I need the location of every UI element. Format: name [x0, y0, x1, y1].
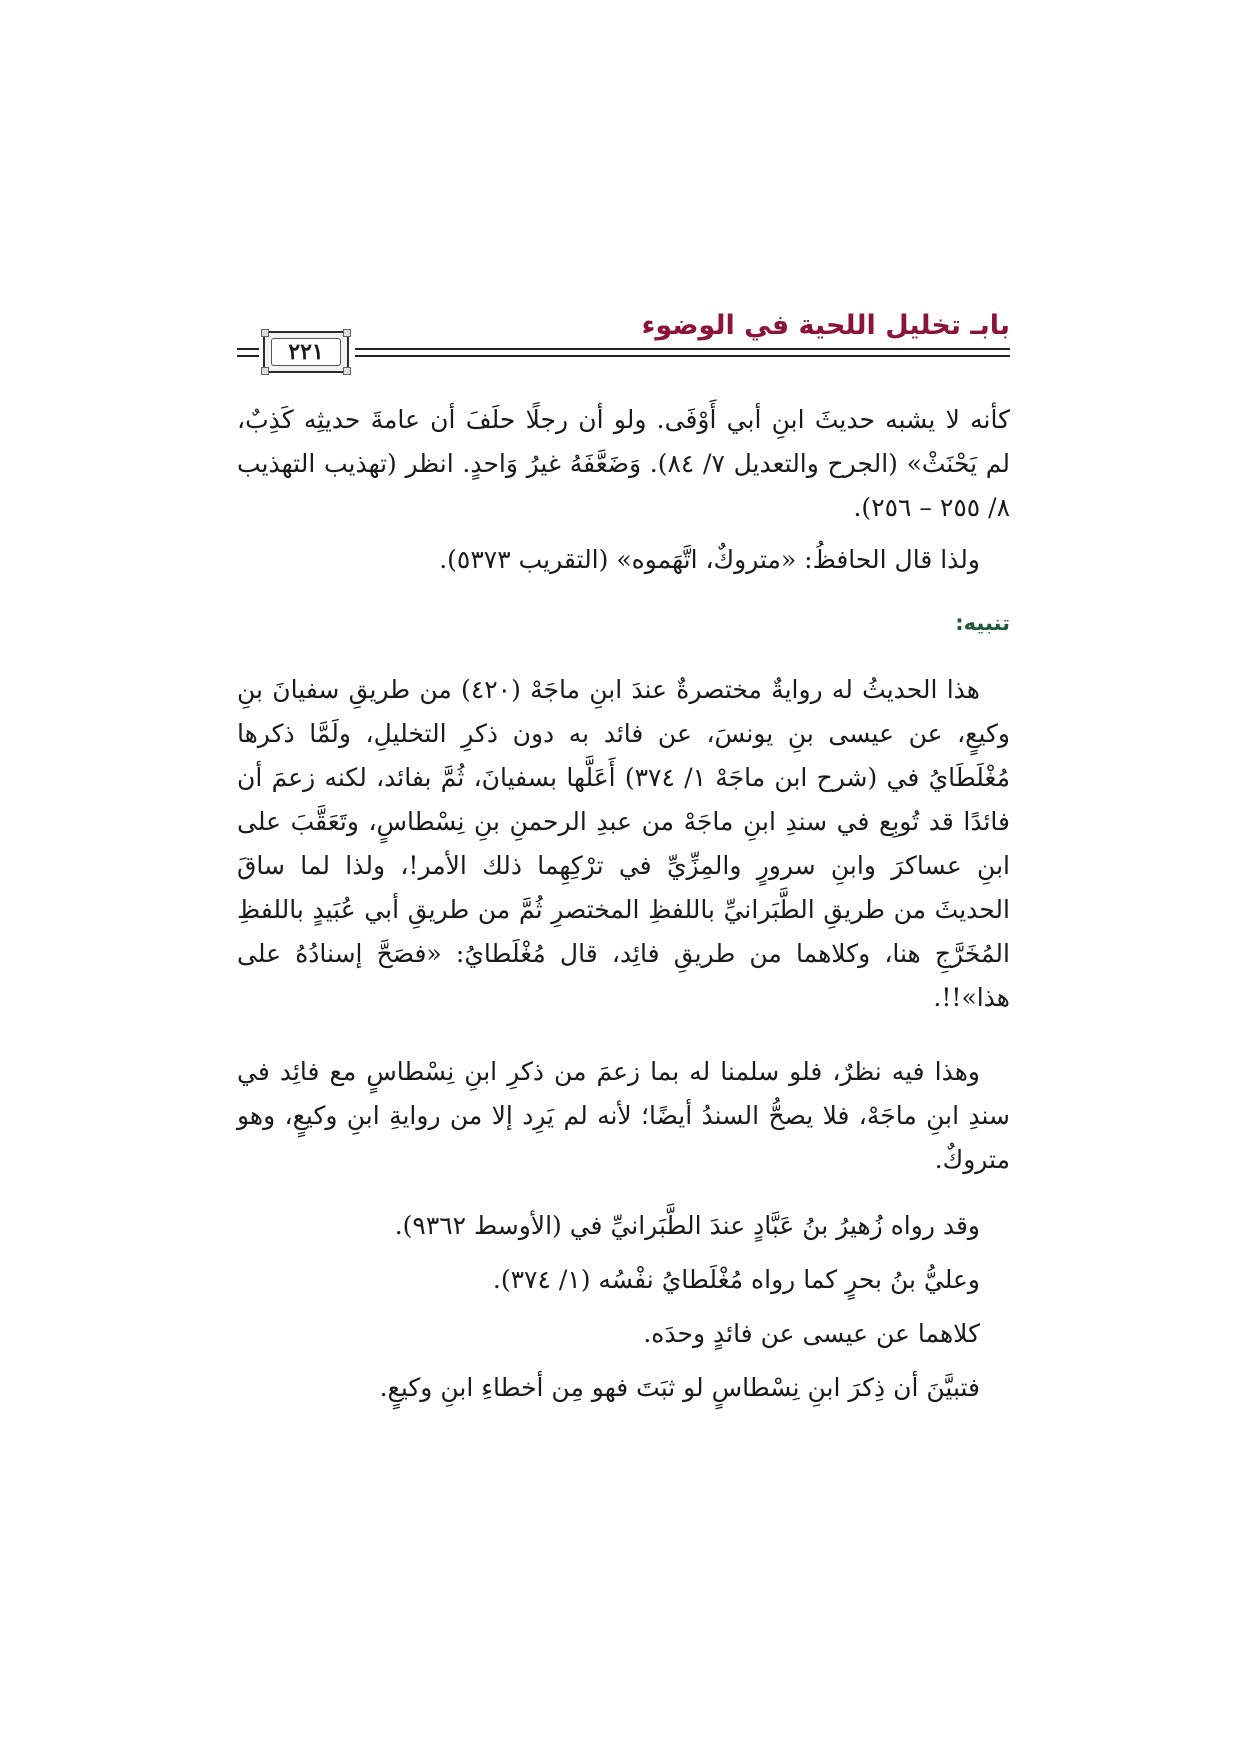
ornament-corner-icon	[343, 329, 351, 337]
running-header	[237, 300, 1010, 390]
header-rule-top	[355, 348, 1010, 350]
paragraph-4: وهذا فيه نظرٌ، فلو سلمنا له بما زعمَ من ذكرِ ابنِ نِسْطاسٍ مع فائِد في سندِ ابنِ ماجَهْ، فلا يصحُّ السندُ أيضًا؛ لأنه لم يَرِد إلا من روايةِ ابنِ وكيعٍ، وهو متروكٌ.	[237, 1057, 1010, 1174]
paragraph-1: كأنه لا يشبه حديثَ ابنِ أبي أَوْفَى. ولو أن رجلًا حلَفَ أن عامةَ حديثِه كَذِبٌ، لم يَحْنَثْ» (الجرح والتعديل ٧/ ٨٤). وَضَعَّفَهُ غيرُ وَاحدٍ. انظر (تهذيب التهذيب ٨/ ٢٥٥ – ٢٥٦).	[237, 405, 1010, 522]
page-number-badge	[263, 331, 349, 373]
ornament-corner-icon	[261, 367, 269, 375]
paragraph-8: فتبيَّنَ أن ذِكرَ ابنِ نِسْطاسٍ لو ثبَتَ فهو مِن أخطاءِ ابنِ وكيعٍ.	[379, 1373, 980, 1402]
paragraph-5: وقد رواه زُهيرُ بنُ عَبَّادٍ عندَ الطَّبَرانيِّ في (الأوسط ٩٣٦٢).	[394, 1211, 980, 1240]
paragraph-7: كلاهما عن عيسى عن فائدٍ وحدَه.	[643, 1319, 980, 1348]
header-rule-bottom	[355, 355, 1010, 357]
note-heading: تنبيه:	[955, 611, 1010, 635]
chapter-title: بابـ تخليل اللحية في الوضوء	[641, 310, 1010, 341]
main-text	[237, 398, 1010, 1420]
ornament-corner-icon	[343, 367, 351, 375]
paragraph-3: هذا الحديثُ له روايةٌ مختصرةٌ عندَ ابنِ ماجَهْ (٤٢٠) من طريقِ سفيانَ بنِ وكيعٍ، عن عيسى بنِ يونسَ، عن فائد به دون ذكرِ التخليلِ، ولَمَّا ذكرها مُغْلَطَايُ في (شرح ابن ماجَهْ ١/ ٣٧٤) أَعَلَّها بسفيانَ، ثُمَّ بفائد، لكنه زعمَ أن فائدًا قد تُوبِع في سندِ ابنِ ماجَهْ من عبدِ الرحمنِ بنِ نِسْطاسٍ، وتَعَقَّبَ على ابنِ عساكرَ وابنِ سرورٍ والمِزِّيِّ في ترْكِهِما ذلك الأمر!، ولذا لما ساقَ الحديثَ من طريقِ الطَّبَرانيِّ باللفظِ المختصرِ ثُمَّ من طريقِ أبي عُبَيدٍ باللفظِ المُخَرَّجِ هنا، وكلاهما من طريقِ فائِد، قال مُغْلَطايُ: «فصَحَّ إسنادُهُ على هذا»!!.	[237, 675, 1010, 1012]
page-number: ٢٢١	[271, 338, 341, 366]
header-rule-top-left	[237, 348, 259, 350]
ornament-corner-icon	[261, 329, 269, 337]
paragraph-2: ولذا قال الحافظُ: «متروكٌ، اتَّهَموه» (التقريب ٥٣٧٣).	[439, 545, 980, 574]
header-rule-bottom-left	[237, 355, 259, 357]
paragraph-6: وعليُّ بنُ بحرٍ كما رواه مُغْلَطايُ نفْسُه (١/ ٣٧٤).	[492, 1265, 980, 1294]
